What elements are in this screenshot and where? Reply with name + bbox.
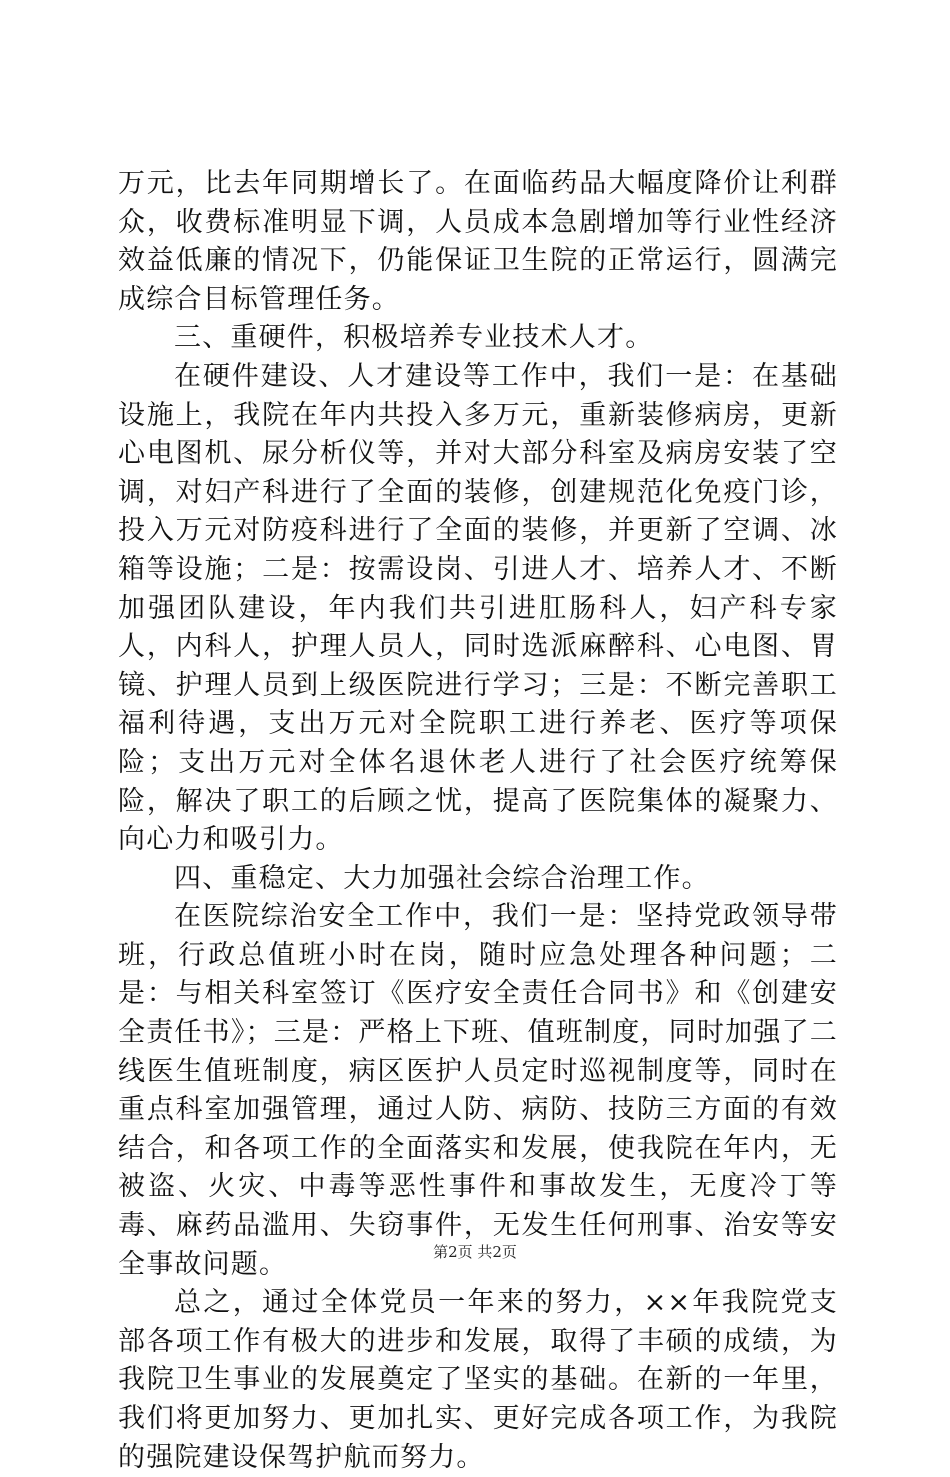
- page-number-footer: 第2页 共2页: [433, 1243, 517, 1261]
- paragraph-revenue-summary: 万元，比去年同期增长了。在面临药品大幅度降价让利群众，收费标准明显下调，人员成本急剧增加等行业性经济效益低廉的情况下，仍能保证卫生院的正常运行，圆满完成综合目标管理任务。: [118, 168, 838, 315]
- paragraph-hardware-talent: 在硬件建设、人才建设等工作中，我们一是：在基础设施上，我院在年内共投入多万元，重新装修病房，更新心电图机、尿分析仪等，并对大部分科室及病房安装了空调，对妇产科进行了全面的装修，创建规范化免疫门诊，投入万元对防疫科进行了全面的装修，并更新了空调、冰箱等设施；二是：按需设岗、引进人才、培养人才、不断加强团队建设，年内我们共引进肛肠科人，妇产科专家人，内科人，护理人员人，同时选派麻醉科、心电图、胃镜、护理人员到上级医院进行学习；三是：不断完善职工福利待遇，支出万元对全院职工进行养老、医疗等项保险；支出万元对全体名退休老人进行了社会医疗统筹保险，解决了职工的后顾之忧，提高了医院集体的凝聚力、向心力和吸引力。: [118, 360, 838, 856]
- document-body: [118, 165, 838, 1477]
- paragraph-conclusion: 总之，通过全体党员一年来的努力，××年我院党支部各项工作有极大的进步和发展，取得了丰硕的成绩，为我院卫生事业的发展奠定了坚实的基础。在新的一年里，我们将更加努力、更加扎实、更好完成各项工作，为我院的强院建设保驾护航而努力。: [118, 1287, 838, 1473]
- section-heading-hardware: 三、重硬件，积极培养专业技术人才。: [174, 322, 654, 354]
- section-heading-stability: 四、重稳定、大力加强社会综合治理工作。: [174, 862, 710, 894]
- paragraph-safety-work: 在医院综治安全工作中，我们一是：坚持党政领导带班，行政总值班小时在岗，随时应急处理各种问题；二是：与相关科室签订《医疗安全责任合同书》和《创建安全责任书》；三是：严格上下班、值班制度，同时加强了二线医生值班制度，病区医护人员定时巡视制度等，同时在重点科室加强管理，通过人防、病防、技防三方面的有效结合，和各项工作的全面落实和发展，使我院在年内，无被盗、火灾、中毒等恶性事件和事故发生，无度冷丁等毒、麻药品滥用、失窃事件，无发生任何刑事、治安等安全事故问题。: [118, 901, 838, 1280]
